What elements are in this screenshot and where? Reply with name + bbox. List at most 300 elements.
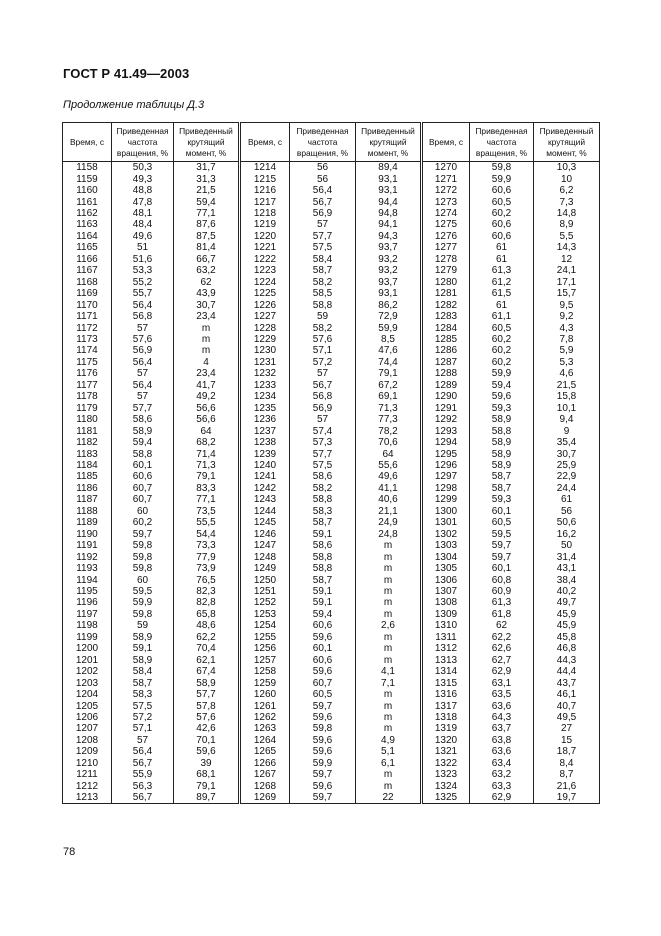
speed-cell: 59,1 <box>290 597 356 608</box>
speed-cell: 59,9 <box>112 597 174 608</box>
torque-cell: 6,2 <box>534 185 600 196</box>
speed-cell: 57 <box>112 368 174 379</box>
torque-cell: 31,4 <box>534 551 600 562</box>
torque-cell: 41,1 <box>356 483 422 494</box>
torque-cell: 79,1 <box>174 780 240 791</box>
speed-cell: 58,7 <box>290 574 356 585</box>
time-cell: 1166 <box>63 254 112 265</box>
time-cell: 1216 <box>240 185 290 196</box>
torque-cell: 30,7 <box>534 448 600 459</box>
torque-cell: 15 <box>534 735 600 746</box>
speed-cell: 59,8 <box>112 563 174 574</box>
time-cell: 1245 <box>240 517 290 528</box>
torque-cell: 68,1 <box>174 769 240 780</box>
time-cell: 1225 <box>240 288 290 299</box>
torque-cell: 93,2 <box>356 265 422 276</box>
speed-cell: 63,1 <box>470 677 534 688</box>
time-cell: 1263 <box>240 723 290 734</box>
time-cell: 1184 <box>63 460 112 471</box>
torque-cell: 73,9 <box>174 563 240 574</box>
torque-cell: 70,6 <box>356 437 422 448</box>
table-row <box>63 391 600 402</box>
time-cell: 1171 <box>63 311 112 322</box>
torque-cell: 69,1 <box>356 391 422 402</box>
torque-cell: 2,6 <box>356 620 422 631</box>
torque-cell: m <box>174 345 240 356</box>
torque-cell: 94,8 <box>356 208 422 219</box>
time-cell: 1208 <box>63 735 112 746</box>
time-cell: 1256 <box>240 643 290 654</box>
torque-cell: 57,7 <box>174 689 240 700</box>
table-row <box>63 494 600 505</box>
torque-cell: 47,6 <box>356 345 422 356</box>
torque-cell: 79,1 <box>174 471 240 482</box>
torque-cell: m <box>356 540 422 551</box>
torque-cell: 46,1 <box>534 689 600 700</box>
torque-cell: 94,1 <box>356 219 422 230</box>
time-cell: 1258 <box>240 666 290 677</box>
torque-cell: m <box>356 586 422 597</box>
time-cell: 1231 <box>240 357 290 368</box>
speed-cell: 57,4 <box>290 425 356 436</box>
torque-cell: 77,1 <box>174 494 240 505</box>
torque-cell: 71,3 <box>356 403 422 414</box>
speed-cell: 60 <box>112 506 174 517</box>
torque-cell: 4,3 <box>534 322 600 333</box>
torque-cell: m <box>356 563 422 574</box>
speed-cell: 59,6 <box>290 746 356 757</box>
time-cell: 1218 <box>240 208 290 219</box>
speed-cell: 61 <box>470 242 534 253</box>
time-cell: 1296 <box>422 460 470 471</box>
speed-cell: 58,6 <box>112 414 174 425</box>
time-cell: 1179 <box>63 403 112 414</box>
table-row <box>63 792 600 804</box>
speed-cell: 58,7 <box>470 483 534 494</box>
torque-cell: 64 <box>356 448 422 459</box>
speed-cell: 57,7 <box>290 231 356 242</box>
torque-cell: 86,2 <box>356 299 422 310</box>
torque-cell: 71,4 <box>174 448 240 459</box>
speed-cell: 59,9 <box>470 173 534 184</box>
speed-cell: 59,6 <box>290 712 356 723</box>
table-row <box>63 277 600 288</box>
torque-cell: 46,8 <box>534 643 600 654</box>
speed-cell: 58,8 <box>112 448 174 459</box>
time-cell: 1202 <box>63 666 112 677</box>
torque-cell: 77,1 <box>174 208 240 219</box>
time-cell: 1301 <box>422 517 470 528</box>
time-cell: 1209 <box>63 746 112 757</box>
torque-cell: 93,2 <box>356 254 422 265</box>
torque-cell: 50,6 <box>534 517 600 528</box>
speed-cell: 58,8 <box>290 299 356 310</box>
torque-cell: 8,9 <box>534 219 600 230</box>
time-cell: 1220 <box>240 231 290 242</box>
time-cell: 1242 <box>240 483 290 494</box>
torque-cell: 10,1 <box>534 403 600 414</box>
torque-cell: 18,7 <box>534 746 600 757</box>
speed-cell: 59,4 <box>112 437 174 448</box>
time-cell: 1187 <box>63 494 112 505</box>
speed-cell: 59,6 <box>290 632 356 643</box>
time-cell: 1319 <box>422 723 470 734</box>
torque-cell: 27 <box>534 723 600 734</box>
speed-cell: 60,7 <box>290 677 356 688</box>
time-cell: 1199 <box>63 632 112 643</box>
speed-cell: 60,6 <box>290 620 356 631</box>
speed-cell: 55,7 <box>112 288 174 299</box>
torque-cell: 21,5 <box>174 185 240 196</box>
torque-cell: 70,1 <box>174 735 240 746</box>
time-cell: 1170 <box>63 299 112 310</box>
torque-cell: 23,4 <box>174 311 240 322</box>
torque-cell: 56,6 <box>174 403 240 414</box>
torque-cell: 49,6 <box>356 471 422 482</box>
col-header-speed-2: Приведенная частота вращения, % <box>290 123 356 162</box>
speed-cell: 59 <box>290 311 356 322</box>
speed-cell: 51 <box>112 242 174 253</box>
time-cell: 1250 <box>240 574 290 585</box>
time-cell: 1175 <box>63 357 112 368</box>
speed-cell: 59,8 <box>290 723 356 734</box>
torque-cell: 35,4 <box>534 437 600 448</box>
time-cell: 1257 <box>240 654 290 665</box>
speed-cell: 55,2 <box>112 277 174 288</box>
torque-cell: 23,4 <box>174 368 240 379</box>
time-cell: 1324 <box>422 780 470 791</box>
time-cell: 1164 <box>63 231 112 242</box>
speed-cell: 58,5 <box>290 288 356 299</box>
time-cell: 1316 <box>422 689 470 700</box>
speed-cell: 58,9 <box>112 654 174 665</box>
table-body <box>63 162 600 804</box>
time-cell: 1168 <box>63 277 112 288</box>
table-row <box>63 563 600 574</box>
speed-cell: 60,2 <box>470 357 534 368</box>
table-row <box>63 735 600 746</box>
speed-cell: 60,1 <box>470 506 534 517</box>
speed-cell: 57,1 <box>290 345 356 356</box>
table-row <box>63 345 600 356</box>
time-cell: 1204 <box>63 689 112 700</box>
table-row <box>63 780 600 791</box>
time-cell: 1289 <box>422 380 470 391</box>
time-cell: 1183 <box>63 448 112 459</box>
speed-cell: 59 <box>112 620 174 631</box>
speed-cell: 57,2 <box>290 357 356 368</box>
torque-cell: 4,9 <box>356 735 422 746</box>
time-cell: 1191 <box>63 540 112 551</box>
torque-cell: m <box>356 632 422 643</box>
torque-cell: 10 <box>534 173 600 184</box>
torque-cell: m <box>356 654 422 665</box>
speed-cell: 58,8 <box>290 563 356 574</box>
speed-cell: 57 <box>290 368 356 379</box>
torque-cell: m <box>174 334 240 345</box>
torque-cell: 62,1 <box>174 654 240 665</box>
speed-cell: 57,3 <box>290 437 356 448</box>
torque-cell: 64 <box>174 425 240 436</box>
table-row <box>63 746 600 757</box>
speed-cell: 62,7 <box>470 654 534 665</box>
time-cell: 1207 <box>63 723 112 734</box>
speed-cell: 60,2 <box>470 334 534 345</box>
time-cell: 1243 <box>240 494 290 505</box>
speed-cell: 59,7 <box>112 529 174 540</box>
time-cell: 1189 <box>63 517 112 528</box>
torque-cell: 55,6 <box>356 460 422 471</box>
torque-cell: 9,5 <box>534 299 600 310</box>
speed-cell: 56,7 <box>290 380 356 391</box>
time-cell: 1238 <box>240 437 290 448</box>
time-cell: 1185 <box>63 471 112 482</box>
torque-cell: 31,3 <box>174 173 240 184</box>
time-cell: 1275 <box>422 219 470 230</box>
speed-cell: 58,8 <box>470 425 534 436</box>
time-cell: 1176 <box>63 368 112 379</box>
time-cell: 1212 <box>63 780 112 791</box>
time-cell: 1180 <box>63 414 112 425</box>
time-cell: 1173 <box>63 334 112 345</box>
table-row <box>63 506 600 517</box>
speed-cell: 56,7 <box>112 792 174 804</box>
torque-cell: 15,7 <box>534 288 600 299</box>
torque-cell: 40,7 <box>534 700 600 711</box>
speed-cell: 56,4 <box>112 380 174 391</box>
time-cell: 1227 <box>240 311 290 322</box>
torque-cell: 67,4 <box>174 666 240 677</box>
torque-cell: 49,7 <box>534 597 600 608</box>
speed-cell: 59,7 <box>470 540 534 551</box>
time-cell: 1217 <box>240 196 290 207</box>
time-cell: 1241 <box>240 471 290 482</box>
table-row <box>63 643 600 654</box>
time-cell: 1197 <box>63 609 112 620</box>
speed-cell: 60 <box>112 574 174 585</box>
speed-cell: 63,3 <box>470 780 534 791</box>
time-cell: 1190 <box>63 529 112 540</box>
speed-cell: 59,1 <box>290 586 356 597</box>
speed-cell: 57 <box>290 219 356 230</box>
torque-cell: 12 <box>534 254 600 265</box>
torque-cell: 25,9 <box>534 460 600 471</box>
torque-cell: 93,1 <box>356 173 422 184</box>
time-cell: 1303 <box>422 540 470 551</box>
time-cell: 1192 <box>63 551 112 562</box>
time-cell: 1293 <box>422 425 470 436</box>
table-row <box>63 242 600 253</box>
time-cell: 1323 <box>422 769 470 780</box>
speed-cell: 60,9 <box>470 586 534 597</box>
time-cell: 1309 <box>422 609 470 620</box>
torque-cell: 16,2 <box>534 529 600 540</box>
speed-cell: 48,1 <box>112 208 174 219</box>
torque-cell: 6,1 <box>356 758 422 769</box>
torque-cell: 76,5 <box>174 574 240 585</box>
torque-cell: 62 <box>174 277 240 288</box>
time-cell: 1259 <box>240 677 290 688</box>
time-cell: 1226 <box>240 299 290 310</box>
torque-cell: 78,2 <box>356 425 422 436</box>
speed-cell: 56,4 <box>112 746 174 757</box>
time-cell: 1276 <box>422 231 470 242</box>
table-row <box>63 677 600 688</box>
time-cell: 1194 <box>63 574 112 585</box>
time-cell: 1307 <box>422 586 470 597</box>
speed-cell: 62,2 <box>470 632 534 643</box>
torque-cell: 45,9 <box>534 609 600 620</box>
speed-cell: 63,8 <box>470 735 534 746</box>
time-cell: 1214 <box>240 162 290 174</box>
torque-cell: 22,9 <box>534 471 600 482</box>
table-row <box>63 597 600 608</box>
speed-cell: 58,4 <box>290 254 356 265</box>
time-cell: 1260 <box>240 689 290 700</box>
speed-cell: 58,8 <box>290 494 356 505</box>
torque-cell: m <box>356 597 422 608</box>
time-cell: 1237 <box>240 425 290 436</box>
speed-cell: 59,1 <box>290 529 356 540</box>
speed-cell: 57 <box>112 735 174 746</box>
speed-cell: 57,5 <box>290 242 356 253</box>
table-row <box>63 185 600 196</box>
speed-cell: 61,1 <box>470 311 534 322</box>
torque-cell: 9,4 <box>534 414 600 425</box>
speed-cell: 59,8 <box>112 540 174 551</box>
time-cell: 1172 <box>63 322 112 333</box>
speed-cell: 59,8 <box>112 551 174 562</box>
page-number: 78 <box>63 846 76 858</box>
torque-cell: 77,9 <box>174 551 240 562</box>
col-header-speed-1: Приведенная частота вращения, % <box>112 123 174 162</box>
time-cell: 1234 <box>240 391 290 402</box>
torque-cell: 7,8 <box>534 334 600 345</box>
torque-cell: 5,3 <box>534 357 600 368</box>
time-cell: 1277 <box>422 242 470 253</box>
speed-cell: 48,8 <box>112 185 174 196</box>
torque-cell: 68,2 <box>174 437 240 448</box>
time-cell: 1314 <box>422 666 470 677</box>
table-caption: Продолжение таблицы Д.3 <box>63 99 205 111</box>
speed-cell: 58,9 <box>470 414 534 425</box>
torque-cell: 48,6 <box>174 620 240 631</box>
time-cell: 1279 <box>422 265 470 276</box>
time-cell: 1290 <box>422 391 470 402</box>
speed-cell: 58,8 <box>290 551 356 562</box>
time-cell: 1308 <box>422 597 470 608</box>
torque-cell: m <box>356 700 422 711</box>
torque-cell: 5,5 <box>534 231 600 242</box>
time-cell: 1288 <box>422 368 470 379</box>
torque-cell: 44,4 <box>534 666 600 677</box>
torque-cell: 4,1 <box>356 666 422 677</box>
document-title: ГОСТ Р 41.49—2003 <box>63 66 190 81</box>
time-cell: 1248 <box>240 551 290 562</box>
time-cell: 1186 <box>63 483 112 494</box>
time-cell: 1297 <box>422 471 470 482</box>
table-row <box>63 208 600 219</box>
speed-cell: 60,1 <box>290 643 356 654</box>
time-cell: 1229 <box>240 334 290 345</box>
table-row <box>63 357 600 368</box>
torque-cell: 56,6 <box>174 414 240 425</box>
time-cell: 1188 <box>63 506 112 517</box>
time-cell: 1306 <box>422 574 470 585</box>
time-cell: 1224 <box>240 277 290 288</box>
speed-cell: 55,9 <box>112 769 174 780</box>
time-cell: 1240 <box>240 460 290 471</box>
table-row <box>63 540 600 551</box>
table-row <box>63 460 600 471</box>
time-cell: 1298 <box>422 483 470 494</box>
table-row <box>63 471 600 482</box>
speed-cell: 61 <box>470 254 534 265</box>
time-cell: 1295 <box>422 448 470 459</box>
torque-cell: m <box>356 574 422 585</box>
time-cell: 1278 <box>422 254 470 265</box>
col-header-torque-3: Приведенный крутящий момент, % <box>534 123 600 162</box>
time-cell: 1247 <box>240 540 290 551</box>
time-cell: 1299 <box>422 494 470 505</box>
torque-cell: 57,8 <box>174 700 240 711</box>
time-cell: 1161 <box>63 196 112 207</box>
speed-cell: 56,7 <box>290 196 356 207</box>
time-cell: 1311 <box>422 632 470 643</box>
speed-cell: 49,3 <box>112 173 174 184</box>
torque-cell: 83,3 <box>174 483 240 494</box>
speed-cell: 56,4 <box>290 185 356 196</box>
time-cell: 1203 <box>63 677 112 688</box>
speed-cell: 61,5 <box>470 288 534 299</box>
time-cell: 1195 <box>63 586 112 597</box>
time-cell: 1252 <box>240 597 290 608</box>
time-cell: 1274 <box>422 208 470 219</box>
torque-cell: 89,7 <box>174 792 240 804</box>
speed-cell: 59,7 <box>290 700 356 711</box>
speed-cell: 61,3 <box>470 597 534 608</box>
speed-cell: 60,2 <box>470 208 534 219</box>
torque-cell: m <box>356 689 422 700</box>
time-cell: 1320 <box>422 735 470 746</box>
speed-cell: 56,7 <box>112 758 174 769</box>
speed-cell: 59,5 <box>470 529 534 540</box>
table-row <box>63 368 600 379</box>
torque-cell: 73,5 <box>174 506 240 517</box>
speed-cell: 58,4 <box>112 666 174 677</box>
speed-cell: 58,6 <box>290 540 356 551</box>
col-header-speed-3: Приведенная частота вращения, % <box>470 123 534 162</box>
speed-cell: 51,6 <box>112 254 174 265</box>
time-cell: 1232 <box>240 368 290 379</box>
torque-cell: m <box>356 723 422 734</box>
time-cell: 1222 <box>240 254 290 265</box>
speed-cell: 58,3 <box>290 506 356 517</box>
time-cell: 1211 <box>63 769 112 780</box>
speed-cell: 59,7 <box>290 792 356 804</box>
time-cell: 1165 <box>63 242 112 253</box>
speed-cell: 50,3 <box>112 162 174 174</box>
torque-cell: 22 <box>356 792 422 804</box>
torque-cell: 62,2 <box>174 632 240 643</box>
torque-cell: 21,5 <box>534 380 600 391</box>
torque-cell: 93,7 <box>356 277 422 288</box>
time-cell: 1282 <box>422 299 470 310</box>
torque-cell: 4 <box>174 357 240 368</box>
speed-cell: 60,1 <box>470 563 534 574</box>
time-cell: 1251 <box>240 586 290 597</box>
torque-cell: 8,7 <box>534 769 600 780</box>
